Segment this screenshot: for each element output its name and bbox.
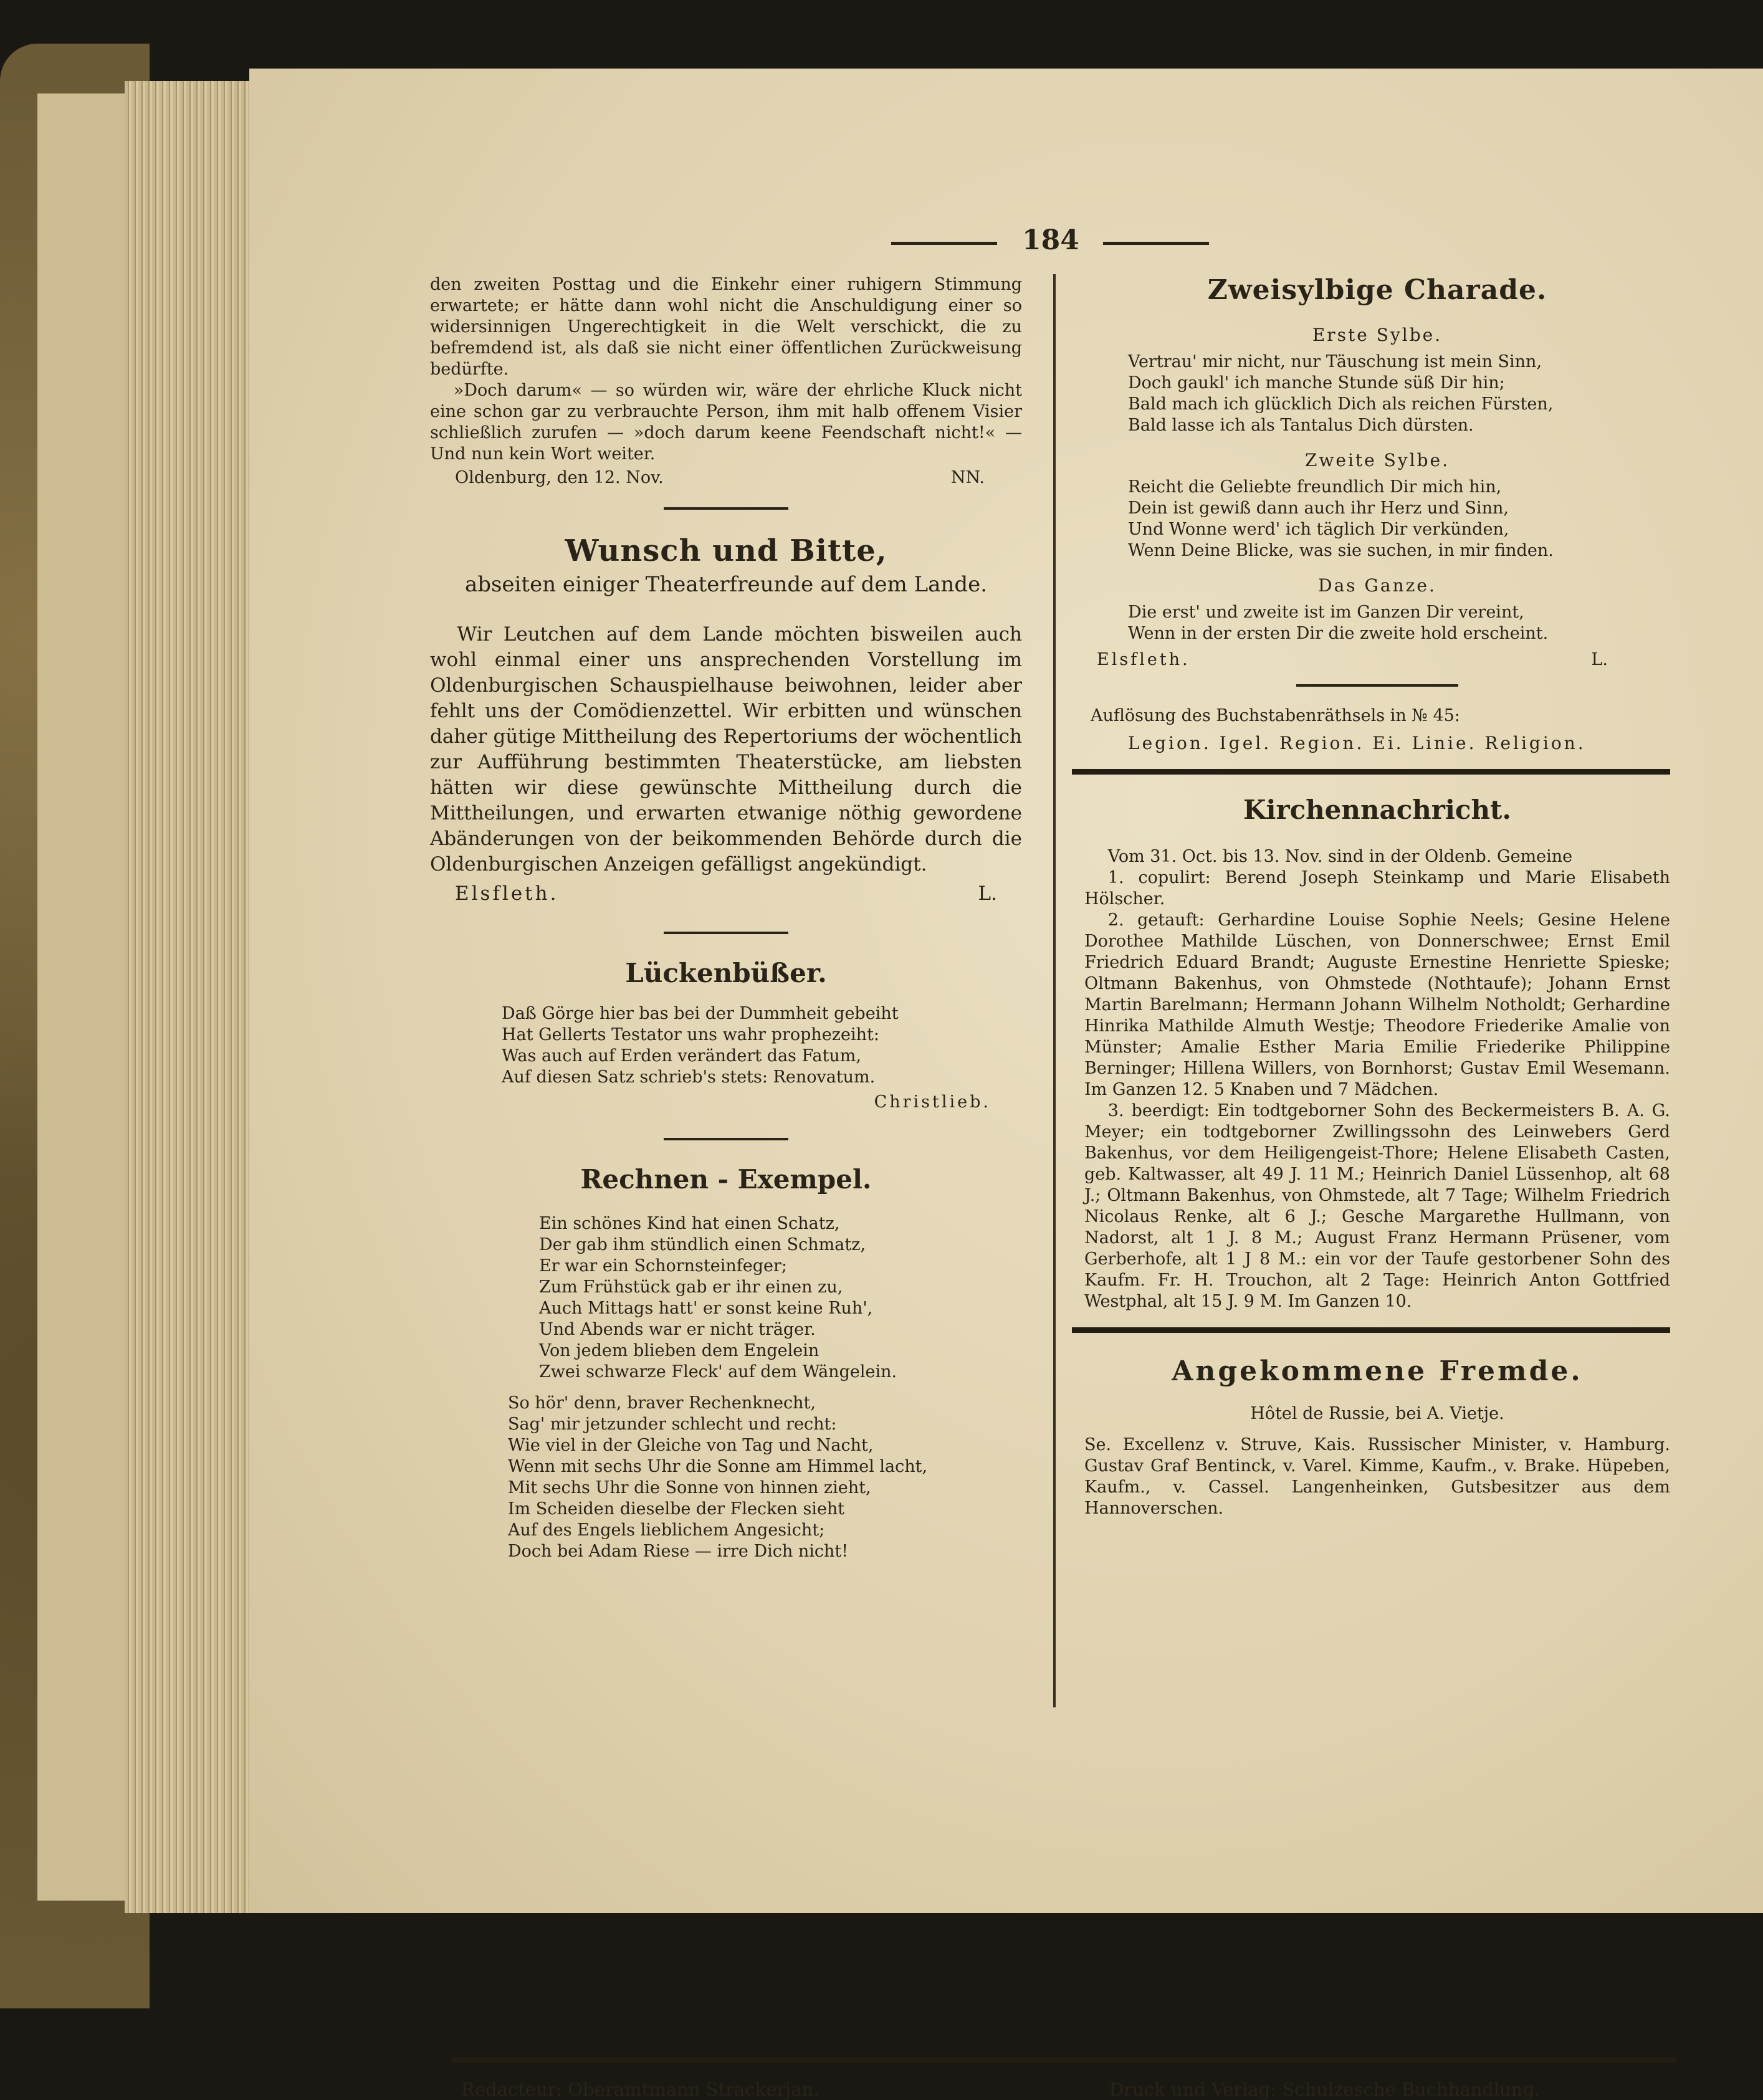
fremde-body: Se. Excellenz v. Struve, Kais. Russischer Minister, v. Hamburg. Gustav Graf Bentinck, v. Varel. Kimme, Kaufm., v. Brake. Hüpeben, Kaufm., v. Cassel. Langenheinken, Gutsbesitzer aus dem Hannoverschen. (1084, 1435, 1670, 1518)
kirchen-title: Kirchennachricht. (1243, 795, 1512, 825)
signature-place: Elsfleth. (455, 882, 559, 905)
verse-line: Vertrau' mir nicht, nur Täuschung ist mein Sinn, (1128, 352, 1542, 371)
rechnen-title: Rechnen - Exempel. (580, 1164, 872, 1195)
verse-line: Mit sechs Uhr die Sonne von hinnen zieht, (508, 1478, 871, 1497)
zweite-sylbe-verse (1084, 477, 1670, 561)
zweite-sylbe-label: Zweite Sylbe. (1304, 450, 1450, 470)
right-column (1084, 274, 1670, 1519)
continuation-paragraph: den zweiten Posttag und die Einkehr einer ruhigern Stimmung erwartete; er hätte dann wohl nicht die Anschuldigung einer so widersinnigen Ungerechtigkeit in die Welt verschickt, die zu befremdend ist, als daß sie nicht einer öffentlichen Zurückweisung bedürfte. (430, 275, 1022, 379)
lueckenbuesser-signature: Christlieb. (874, 1092, 991, 1112)
page-number-rule-left (891, 242, 997, 245)
signature-row (430, 467, 1022, 489)
signature-name: NN. (950, 468, 985, 487)
kirchen-intro: Vom 31. Oct. bis 13. Nov. sind in der Oldenb. Gemeine (1107, 847, 1573, 866)
ganze-verse (1084, 602, 1670, 644)
verse-line: Auf des Engels lieblichem Angesicht; (508, 1520, 825, 1540)
signature-place: Oldenburg, den 12. Nov. (455, 468, 664, 487)
verse-line: Zum Frühstück gab er ihr einen zu, (539, 1277, 843, 1297)
aufloesung-label: Auflösung des Buchstabenräthsels in № 45: (1091, 706, 1460, 725)
ganze-label: Das Ganze. (1318, 575, 1436, 596)
section-rule (1296, 684, 1458, 687)
verse-line: Wenn Deine Blicke, was sie suchen, in mir finden. (1128, 541, 1554, 560)
kirchen-getauft: 2. getauft: Gerhardine Louise Sophie Neels; Gesine Helene Dorothee Mathilde Lüschen, von Donnerschwee; Ernst Emil Friedrich Eduard Brandt; Auguste Ernestine Henriette Spieske; Oltmann Bakenhus, von Ohmstede (Nothtaufe); Johann Ernst Martin Barelmann; Hermann Johann Wilhelm Notholdt; Gerhardine Hinrika Mathilde Almuth Westje; Theodore Friederike Amalie von Münster; Amalie Esther Maria Emilie Friederike Philippine Berninger; Hillena Willers, von Bornhorst; Gustav Emil Wesemann. Im Ganzen 12. 5 Knaben und 7 Mädchen. (1084, 910, 1670, 1099)
verse-line: Wie viel in der Gleiche von Tag und Nacht, (508, 1436, 874, 1455)
verse-line: Auch Mittags hatt' er sonst keine Ruh', (539, 1299, 873, 1318)
rechnen-stanza-1 (430, 1213, 1022, 1383)
kirchen-beerdigt: 3. beerdigt: Ein todtgeborner Sohn des Beckermeisters B. A. G. Meyer; ein todtgeborner Zwillingssohn des Leinwebers Gerd Bakenhus, vor dem Heiligengeist-Thore; Helene Elisabeth Casten, geb. Kaltwasser, alt 49 J. 11 M.; Heinrich Daniel Lüssenhop, alt 68 J.; Oltmann Bakenhus, von Ohmstede, alt 7 Tage; Wilhelm Friedrich Nicolaus Renke, alt 6 J.; Gesche Margarethe Hullmann, von Nadorst, alt 1 J. 8 M.; August Franz Hermann Prüsener, vom Gerberhofe, alt 1 J 8 M.: ein vor der Taufe gestorbener Sohn des Kaufm. Fr. H. Trouchon, alt 2 Tage: Heinrich Anton Gottfried Westphal, alt 15 J. 9 M. Im Ganzen 10. (1084, 1101, 1670, 1311)
verse-line: Ein schönes Kind hat einen Schatz, (539, 1214, 840, 1233)
verse-line: Er war ein Schornsteinfeger; (539, 1256, 787, 1276)
verse-line: Die erst' und zweite ist im Ganzen Dir vereint, (1128, 603, 1524, 622)
lueckenbuesser-verse (430, 1003, 1022, 1088)
page-number-rule-right (1103, 242, 1209, 245)
verse-line: Hat Gellerts Testator uns wahr prophezeiht: (502, 1025, 879, 1044)
verse-line: Was auch auf Erden verändert das Fatum, (502, 1046, 861, 1066)
charade-title: Zweisylbige Charade. (1207, 274, 1547, 306)
verse-line: Doch gaukl' ich manche Stunde süß Dir hin; (1128, 373, 1505, 393)
erste-sylbe-verse (1084, 351, 1670, 436)
verse-line: Von jedem blieben dem Engelein (539, 1341, 819, 1360)
wunsch-title: Wunsch und Bitte, (565, 533, 887, 568)
verse-line: Sag' mir jetzunder schlecht und recht: (508, 1415, 837, 1434)
section-rule (664, 1138, 788, 1140)
erste-sylbe-label: Erste Sylbe. (1312, 325, 1443, 345)
verse-line: Wenn mit sechs Uhr die Sonne am Himmel lacht, (508, 1457, 928, 1476)
signature-row (430, 881, 1022, 907)
verse-line: Der gab ihm stündlich einen Schmatz, (539, 1235, 866, 1254)
verse-line: Wenn in der ersten Dir die zweite hold erscheint. (1128, 624, 1549, 643)
footer-printer: Druck und Verlag: Schulzesche Buchhandlung. (1109, 2079, 1541, 2100)
rechnen-stanza-2 (430, 1393, 1022, 1562)
verse-line: Und Wonne werd' ich täglich Dir verkünden, (1128, 520, 1509, 539)
verse-line: Bald lasse ich als Tantalus Dich dürsten. (1128, 416, 1474, 435)
verse-line: Bald mach ich glücklich Dich als reichen Fürsten, (1128, 394, 1554, 414)
continuation-paragraph: »Doch darum« — so würden wir, wäre der ehrliche Kluck nicht eine schon gar zu verbrauchte Person, ihm mit halb offenem Visier schließlich zurufen — »doch darum keene Feendschaft nicht!« — Und nun kein Wort weiter. (430, 381, 1022, 464)
section-rule (664, 932, 788, 934)
verse-line: Zwei schwarze Fleck' auf dem Wängelein. (539, 1362, 897, 1382)
footer-rule (452, 2058, 1676, 2063)
signature-row (1084, 649, 1670, 671)
section-rule-thick (1072, 1327, 1670, 1333)
verse-line: Dein ist gewiß dann auch ihr Herz und Sinn, (1128, 499, 1509, 518)
fremde-title: Angekommene Fremde. (1172, 1355, 1583, 1387)
lueckenbuesser-title: Lückenbüßer. (625, 958, 827, 988)
column-divider (1053, 274, 1056, 1707)
wunsch-subtitle: abseiten einiger Theaterfreunde auf dem Lande. (464, 572, 988, 597)
verse-line: Im Scheiden dieselbe der Flecken sieht (508, 1499, 845, 1519)
signature-name: L. (978, 882, 997, 905)
verse-line: Auf diesen Satz schrieb's stets: Renovatum. (502, 1067, 876, 1087)
footer-editor: Redacteur: Oberamtmann Strackerjan. (461, 2079, 819, 2100)
left-column (430, 274, 1022, 1562)
signature-name: L. (1591, 650, 1608, 669)
section-rule (664, 507, 788, 510)
verse-line: Doch bei Adam Riese — irre Dich nicht! (508, 1542, 849, 1561)
signature-place: Elsfleth. (1097, 650, 1190, 669)
kirchen-copulirt: 1. copulirt: Berend Joseph Steinkamp und Marie Elisabeth Hölscher. (1084, 868, 1670, 909)
hotel-name: Hôtel de Russie, bei A. Vietje. (1250, 1404, 1504, 1423)
aufloesung-words: Legion. Igel. Region. Ei. Linie. Religion. (1128, 733, 1586, 753)
section-rule-thick (1072, 769, 1670, 775)
verse-line: So hör' denn, braver Rechenknecht, (508, 1393, 816, 1413)
page-number: 184 (1022, 224, 1079, 256)
wunsch-body: Wir Leutchen auf dem Lande möchten bisweilen auch wohl einmal einer uns ansprechenden Vorstellung im Oldenburgischen Schauspielhause beiwohnen, leider aber fehlt uns der Comödienzettel. Wir erbitten und wünschen daher gütige Mittheilung des Repertoriums der wöchentlich zur Aufführung bestimmten Theaterstücke, am liebsten hätten wir diese gewünschte Mittheilung durch die Mittheilungen, und erwarten etwanige nöthig gewordene Abänderungen von der beikommenden Behörde durch die Oldenburgischen Anzeigen gefälligst angekündigt. (430, 623, 1022, 876)
verse-line: Reicht die Geliebte freundlich Dir mich hin, (1128, 477, 1502, 497)
verse-line: Und Abends war er nicht träger. (539, 1320, 816, 1339)
verse-line: Daß Görge hier bas bei der Dummheit gebeiht (502, 1004, 899, 1023)
